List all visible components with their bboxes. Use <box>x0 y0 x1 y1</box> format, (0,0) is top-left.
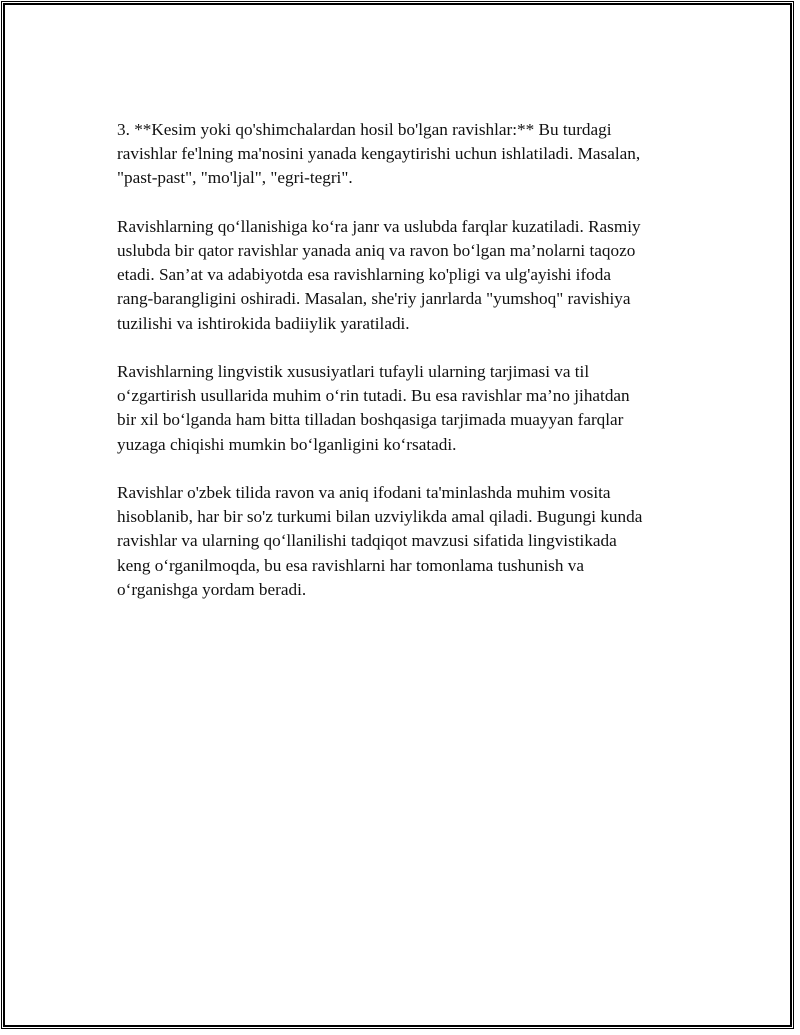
text-line: Ravishlarning qo‘llanishiga ko‘ra janr va uslubda farqlar kuzatiladi. Rasmiy <box>117 216 641 236</box>
paragraph-4 <box>117 481 697 602</box>
text-line: Ravishlarning lingvistik xususiyatlari tufayli ularning tarjimasi va til <box>117 362 590 381</box>
text-line: rang-barangligini oshiradi. Masalan, she'riy janrlarda "yumshoq" ravishiya <box>117 289 631 309</box>
text-line: tuzilishi va ishtirokida badiiylik yaratiladi. <box>117 313 410 333</box>
text-line: "past-past", "mo'ljal", "egri-tegri". <box>117 168 353 188</box>
text-line: etadi. San’at va adabiyotda esa ravishlarning ko'pligi va ulg'ayishi ifoda <box>117 265 611 285</box>
text-line: o‘rganishga yordam beradi. <box>117 579 307 599</box>
text-line: ravishlar va ularning qo‘llanilishi tadqiqot mavzusi sifatida lingvistikada <box>117 531 617 551</box>
text-line: bir xil bo‘lganda ham bitta tilladan boshqasiga tarjimada muayyan farqlar <box>117 410 624 430</box>
text-line: hisoblanib, har bir so'z turkumi bilan uzviylikda amal qiladi. Bugungi kunda <box>117 507 643 527</box>
paragraph-1 <box>117 118 697 191</box>
document-body <box>117 118 697 626</box>
text-line: o‘zgartirish usullarida muhim o‘rin tutadi. Bu esa ravishlar ma’no jihatdan <box>117 386 630 406</box>
paragraph-3 <box>117 360 697 457</box>
text-line: keng o‘rganilmoqda, bu esa ravishlarni har tomonlama tushunish va <box>117 555 584 575</box>
paragraph-2 <box>117 215 697 336</box>
text-line: uslubda bir qator ravishlar yanada aniq va ravon bo‘lgan ma’nolarni taqozo <box>117 241 636 260</box>
text-line: yuzaga chiqishi mumkin bo‘lganligini ko‘rsatadi. <box>117 434 457 454</box>
text-line: Ravishlar o'zbek tilida ravon va aniq ifodani ta'minlashda muhim vosita <box>117 483 611 502</box>
text-line: 3. **Kesim yoki qo'shimchalardan hosil bo'lgan ravishlar:** Bu turdagi <box>117 120 612 139</box>
text-line: ravishlar fe'lning ma'nosini yanada kengaytirishi uchun ishlatiladi. Masalan, <box>117 144 641 164</box>
